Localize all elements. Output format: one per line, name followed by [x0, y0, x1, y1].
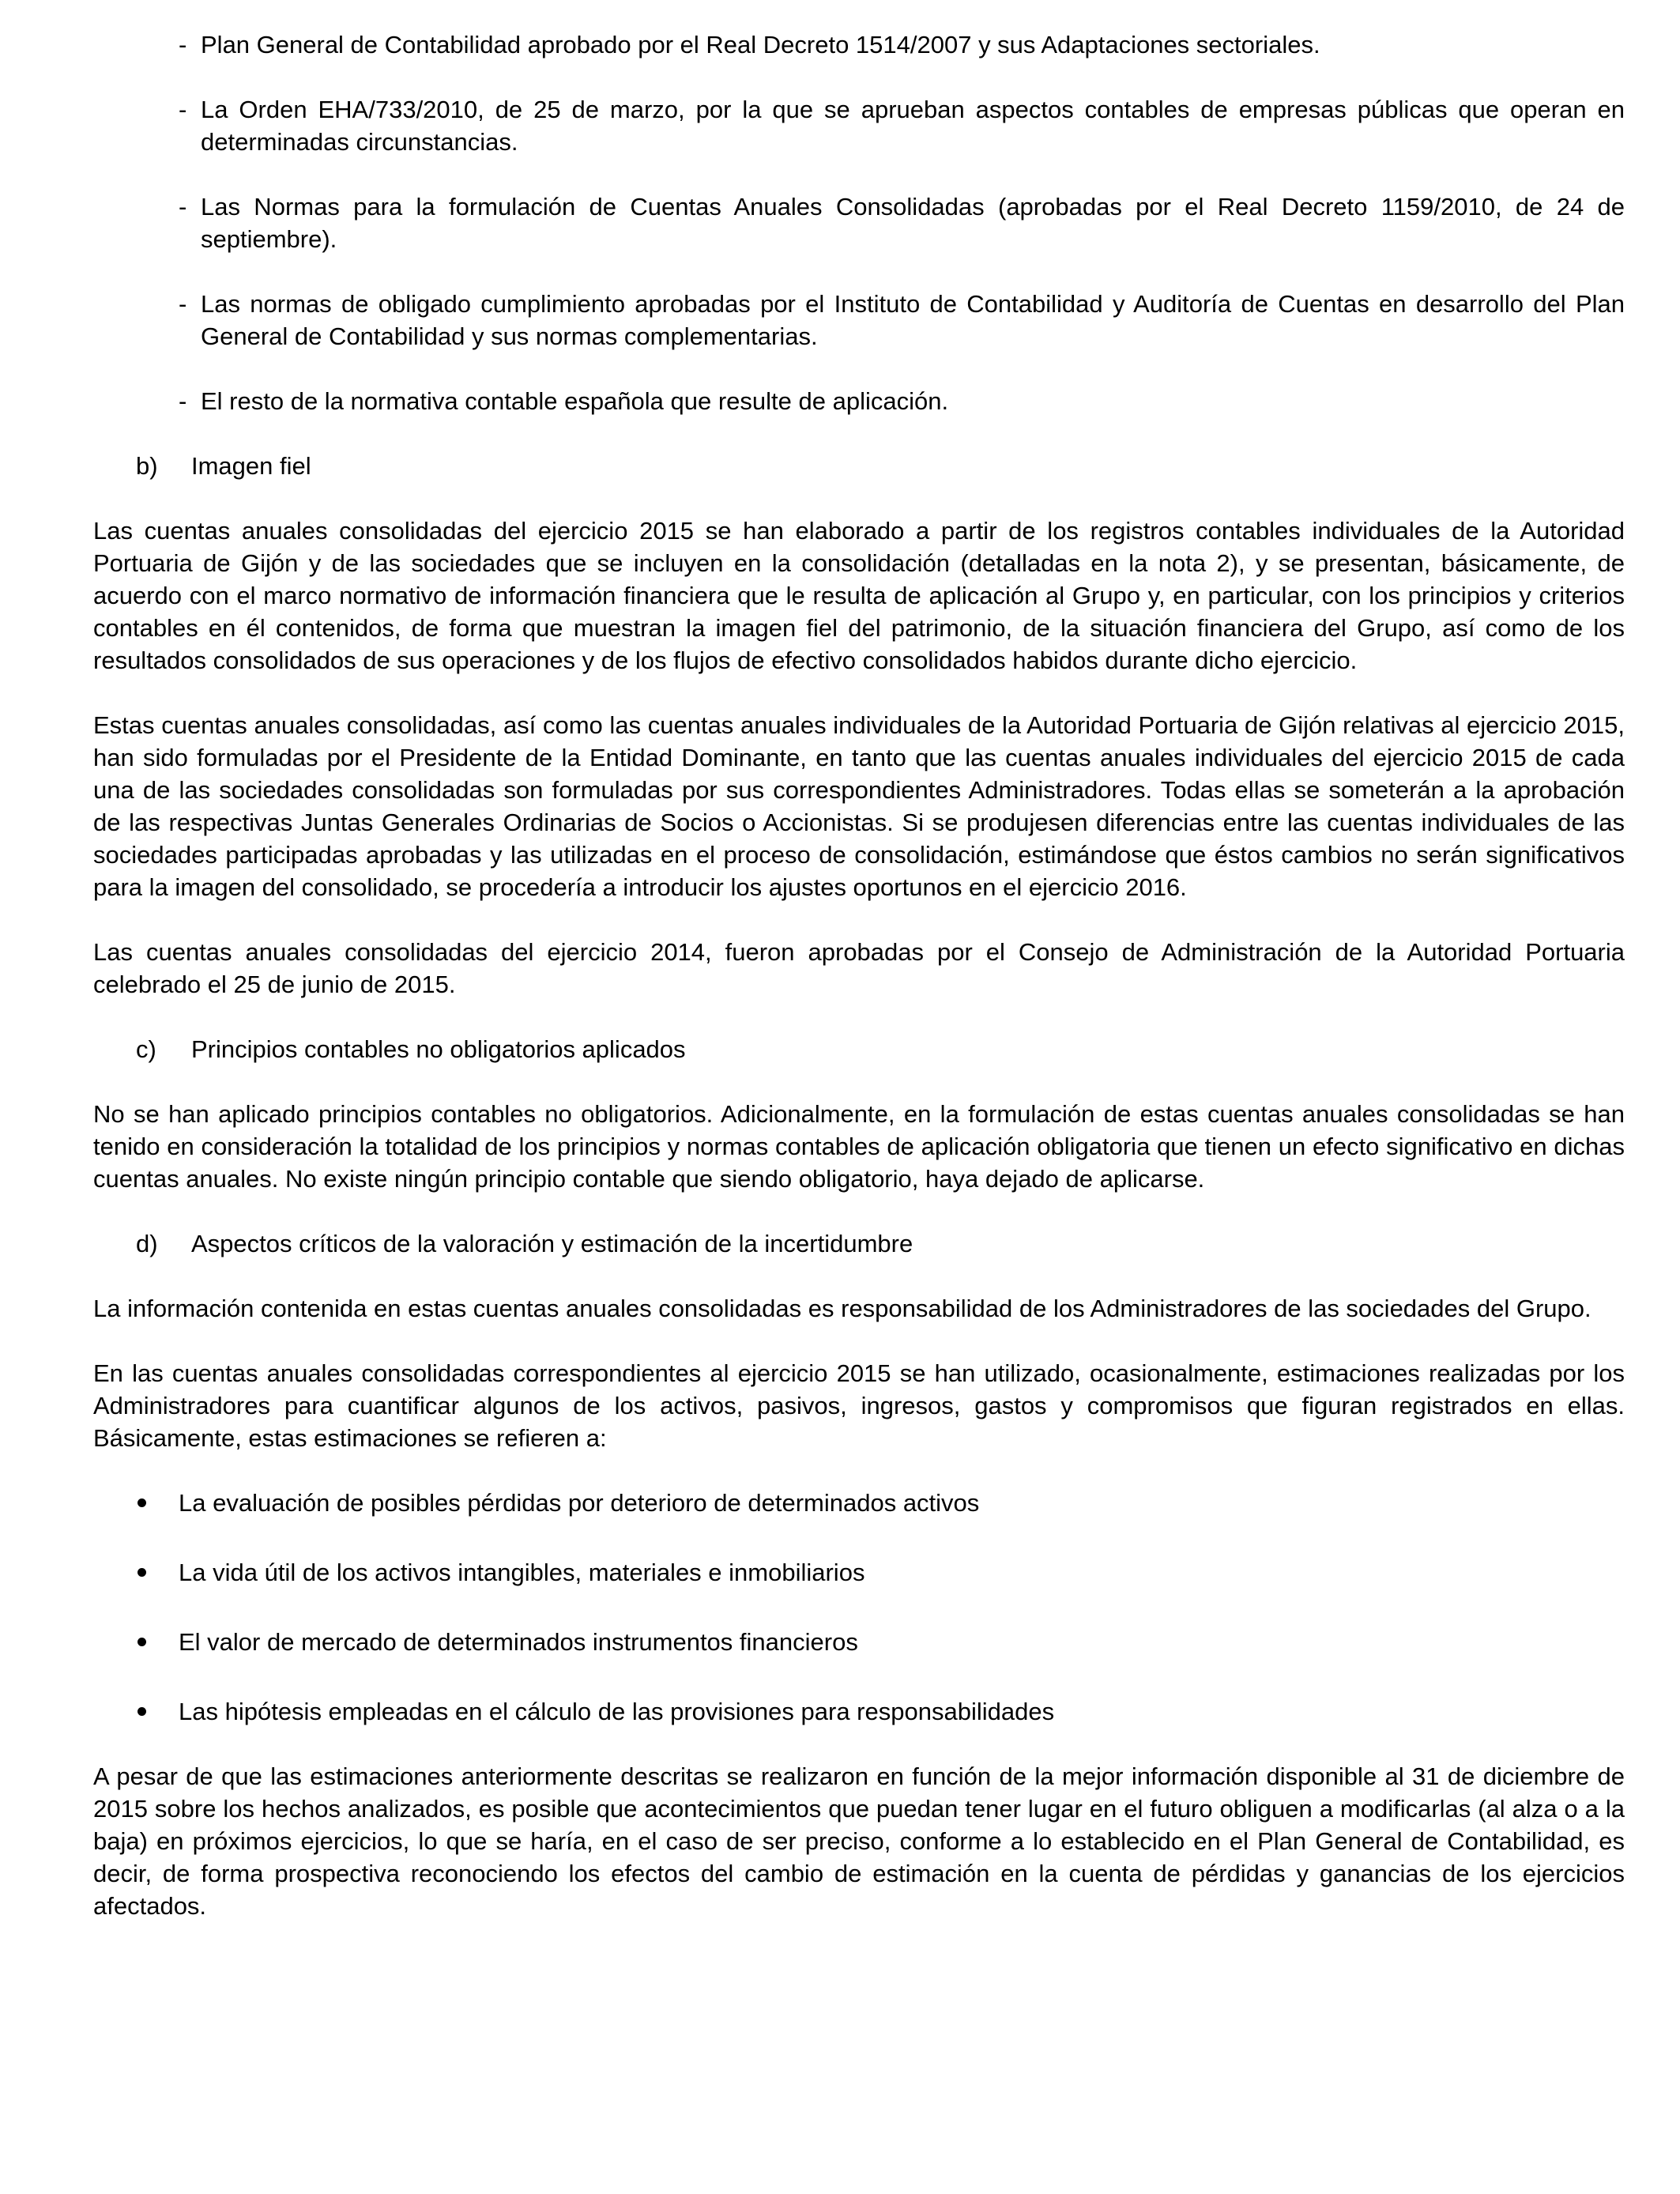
section-letter: d) — [136, 1230, 158, 1257]
section-title: Imagen fiel — [191, 452, 311, 480]
paragraph: Las cuentas anuales consolidadas del ejercicio 2015 se han elaborado a partir de los registros contables individuales de la Autoridad Portuaria de Gijón y de las sociedades que se incluyen en la consolidación (detalladas en la nota 2), y se presentan, básicamente, de acuerdo con el marco normativo de información financiera que le resulta de aplicación al Grupo y, en particular, con los principios y criterios contables en él contenidos, de forma que muestran la imagen fiel del patrimonio, de la situación financiera del Grupo, así como de los resultados consolidados de sus operaciones y de los flujos de efectivo consolidados habidos durante dicho ejercicio. — [93, 517, 1625, 674]
list-item — [93, 1556, 1625, 1589]
list-item-text: El resto de la normativa contable española que resulte de aplicación. — [201, 387, 949, 415]
list-item: - Plan General de Contabilidad aprobado por el Real Decreto 1514/2007 y sus Adaptaciones sectoriales. — [179, 31, 1320, 58]
paragraph: En las cuentas anuales consolidadas correspondientes al ejercicio 2015 se han utilizado, ocasionalmente, estimaciones realizadas por los Administradores para cuantificar algunos de los activos, pasivos, ingresos, gastos y compromisos que figuran registrados en ellas. Básicamente, estas estimaciones se refieren a: — [93, 1359, 1625, 1452]
closing-paragraph: A pesar de que las estimaciones anteriormente descritas se realizaron en función de la mejor información disponible al 31 de diciembre de 2015 sobre los hechos analizados, es posible que acontecimientos que puedan tener lugar en el futuro obliguen a modificarlas (al alza o a la baja) en próximos ejercicios, lo que se haría, en el caso de ser preciso, conforme a lo establecido en el Plan General de Contabilidad, es decir, de forma prospectiva reconociendo los efectos del cambio de estimación en la cuenta de pérdidas y ganancias de los ejercicios afectados. — [93, 1762, 1625, 1920]
bullet-icon — [137, 1568, 146, 1577]
paragraph: Estas cuentas anuales consolidadas, así como las cuentas anuales individuales de la Autoridad Portuaria de Gijón relativas al ejercicio 2015, han sido formuladas por el Presidente de la Entidad Dominante, en tanto que las cuentas anuales individuales del ejercicio 2015 de cada una de las sociedades consolidadas son formuladas por sus correspondientes Administradores. Todas ellas se someterán a la aprobación de las respectivas Juntas Generales Ordinarias de Socios o Accionistas. Si se produjesen diferencias entre las cuentas individuales de las sociedades participadas aprobadas y las utilizadas en el proceso de consolidación, estimándose que éstos cambios no serán significativos para la imagen del consolidado, se procedería a introducir los ajustes oportunos en el ejercicio 2016. — [93, 711, 1625, 901]
paragraph: La información contenida en estas cuentas anuales consolidadas es responsabilidad de los Administradores de las sociedades del Grupo. — [93, 1295, 1591, 1322]
section-letter: c) — [136, 1035, 156, 1063]
bullet-icon — [137, 1638, 146, 1646]
list-item-text: Las Normas para la formulación de Cuentas Anuales Consolidadas (aprobadas por el Real Decreto 1159/2010, de 24 de septiembre). — [201, 193, 1625, 253]
list-item-text: Las hipótesis empleadas en el cálculo de las provisiones para responsabilidades — [179, 1698, 1055, 1725]
list-item-text: El valor de mercado de determinados instrumentos financieros — [179, 1628, 858, 1656]
list-item: - Las normas de obligado cumplimiento aprobadas por el Instituto de Contabilidad y Auditoría de Cuentas en desarrollo del Plan General de Contabilidad y sus normas complementarias. — [179, 290, 1625, 350]
list-item-text: La vida útil de los activos intangibles, materiales e inmobiliarios — [179, 1559, 865, 1586]
list-item: - El resto de la normativa contable española que resulte de aplicación. — [179, 387, 949, 415]
list-item — [93, 1487, 1625, 1519]
list-item: - La Orden EHA/733/2010, de 25 de marzo, por la que se aprueban aspectos contables de empresas públicas que operan en determinadas circunstancias. — [179, 96, 1625, 156]
section-c-heading — [136, 1033, 1625, 1065]
accounting-norms-list — [179, 28, 1625, 417]
section-title: Principios contables no obligatorios aplicados — [191, 1035, 686, 1063]
document-body — [93, 28, 1625, 1955]
list-item-text: La Orden EHA/733/2010, de 25 de marzo, por la que se aprueban aspectos contables de empresas públicas que operan en determinadas circunstancias. — [201, 96, 1625, 156]
section-b-heading — [136, 450, 1625, 482]
list-item: - Las Normas para la formulación de Cuentas Anuales Consolidadas (aprobadas por el Real Decreto 1159/2010, de 24 de septiembre). — [179, 193, 1625, 253]
list-item-text: Las normas de obligado cumplimiento aprobadas por el Instituto de Contabilidad y Auditoría de Cuentas en desarrollo del Plan General de Contabilidad y sus normas complementarias. — [201, 290, 1625, 350]
bullet-icon — [137, 1498, 146, 1507]
paragraph: Las cuentas anuales consolidadas del ejercicio 2014, fueron aprobadas por el Consejo de Administración de la Autoridad Portuaria celebrado el 25 de junio de 2015. — [93, 938, 1625, 998]
section-d-heading — [136, 1227, 1625, 1260]
section-letter: b) — [136, 452, 158, 480]
list-item — [93, 1695, 1625, 1728]
paragraph: No se han aplicado principios contables no obligatorios. Adicionalmente, en la formulación de estas cuentas anuales consolidadas se han tenido en consideración la totalidad de los principios y normas contables de aplicación obligatoria que tienen un efecto significativo en dichas cuentas anuales. No existe ningún principio contable que siendo obligatorio, haya dejado de aplicarse. — [93, 1100, 1625, 1193]
list-item — [93, 1626, 1625, 1658]
list-item-text: Plan General de Contabilidad aprobado por el Real Decreto 1514/2007 y sus Adaptaciones sectoriales. — [201, 31, 1320, 58]
section-title: Aspectos críticos de la valoración y estimación de la incertidumbre — [191, 1230, 913, 1257]
list-item-text: La evaluación de posibles pérdidas por deterioro de determinados activos — [179, 1489, 980, 1517]
estimates-bullet-list — [93, 1487, 1625, 1728]
bullet-icon — [137, 1707, 146, 1716]
